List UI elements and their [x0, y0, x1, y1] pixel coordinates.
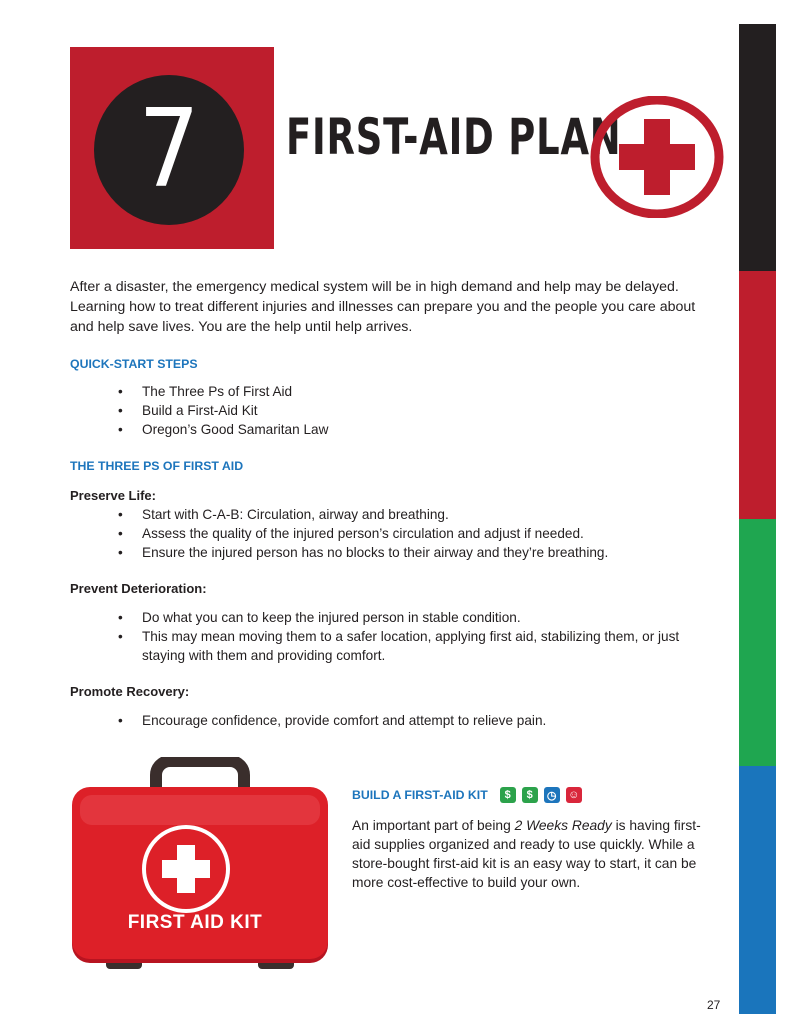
preserve-life-heading: Preserve Life: [70, 488, 156, 503]
kit-text-start: An important part of being [352, 818, 515, 833]
first-aid-kit-icon [70, 757, 330, 975]
list-item: • Encourage confidence, provide comfort and attempt to relieve pain. [118, 711, 718, 730]
list-item: • The Three Ps of First Aid [118, 382, 718, 401]
dollar-icon: $ [522, 787, 538, 803]
kit-paragraph [352, 816, 702, 892]
list-item: • Start with C-A-B: Circulation, airway and breathing. [118, 505, 718, 524]
promote-recovery-list [118, 711, 718, 730]
prevent-deterioration-heading: Prevent Deterioration: [70, 581, 207, 596]
kit-heading-row [352, 787, 582, 803]
page-number: 27 [707, 998, 721, 1012]
three-ps-heading: THE THREE PS OF FIRST AID [70, 459, 244, 473]
list-item: • Ensure the injured person has no blocks to their airway and they’re breathing. [118, 543, 718, 562]
intro-paragraph: After a disaster, the emergency medical system will be in high demand and help may be delayed. Learning how to treat different injuries and illnesses can prepare you and the people you care about and help save lives. You are the help until help arrives. [70, 279, 696, 335]
preserve-life-list [118, 505, 718, 562]
red-cross-circle-icon [589, 96, 724, 218]
page-title: FIRST-AID PLAN [286, 108, 622, 166]
promote-recovery-heading: Promote Recovery: [70, 684, 190, 699]
kit-label: FIRST AID KIT [127, 912, 263, 933]
list-item: • Do what you can to keep the injured person in stable condition. [118, 608, 708, 627]
list-item: • This may mean moving them to a safer location, applying first aid, stabilizing them, or just staying with them and providing comfort. [118, 627, 708, 665]
chapter-number: 7 [94, 75, 244, 225]
quick-start-list [118, 382, 718, 439]
kit-text-end: is having first-aid supplies organized and ready to use quickly. While a store-bought first-aid kit is an easy way to start, it can be more cost-effective to build your own. [352, 818, 701, 890]
effort-icon: ☺ [566, 787, 582, 803]
quick-start-heading: QUICK-START STEPS [70, 357, 198, 371]
color-sidebar [739, 24, 776, 1014]
list-item: • Assess the quality of the injured person’s circulation and adjust if needed. [118, 524, 718, 543]
kit-text-emphasis: 2 Weeks Ready [514, 818, 612, 833]
list-item: • Oregon’s Good Samaritan Law [118, 420, 718, 439]
kit-heading: BUILD A FIRST-AID KIT [352, 788, 488, 802]
sidebar-red-stripe [739, 271, 776, 519]
dollar-icon: $ [500, 787, 516, 803]
sidebar-black-stripe [739, 24, 776, 271]
prevent-deterioration-list [118, 608, 708, 665]
sidebar-green-stripe [739, 519, 776, 766]
clock-icon: ◷ [544, 787, 560, 803]
chapter-number-block [70, 47, 274, 249]
first-aid-kit-illustration [70, 757, 330, 975]
sidebar-blue-stripe [739, 766, 776, 1014]
list-item: • Build a First-Aid Kit [118, 401, 718, 420]
